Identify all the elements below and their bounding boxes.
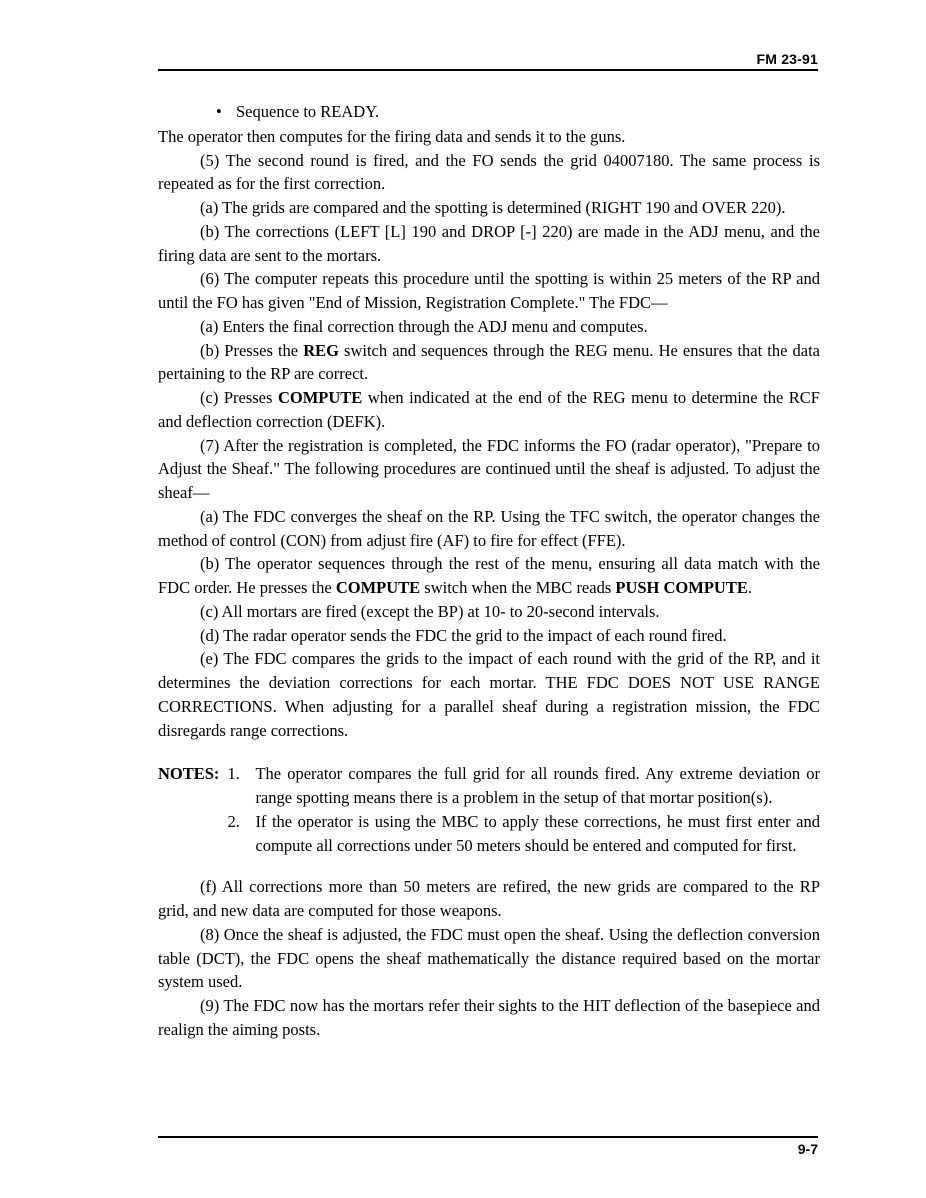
paragraph-5: (5) The second round is fired, and the FO sends the grid 04007180. The same process is repeated as for the first correction. [158, 150, 820, 194]
bullet-dot: • [216, 102, 222, 121]
reg-switch-label: REG [303, 340, 339, 360]
notes-list [227, 762, 820, 857]
paragraph-7f: (f) All corrections more than 50 meters are refired, the new grids are compared to the RP grid, and new data are computed for those weapons. [158, 877, 820, 920]
paragraph-operator-computes: The operator then computes for the firing data and sends it to the guns. [158, 126, 626, 146]
note-item [227, 762, 820, 810]
paragraph-7e: (e) The FDC compares the grids to the impact of each round with the grid of the RP, and it determines the deviation corrections for each mortar. THE FDC DOES NOT USE RANGE CORRECTIONS. When adjusting for a parallel sheaf during a registration mission, the FDC disregards range corrections. [158, 649, 820, 740]
note-number: 2. [227, 811, 240, 831]
paragraph-7d: (d) The radar operator sends the FDC the grid to the impact of each round fired. [200, 625, 727, 645]
bullet-label: Sequence to READY. [236, 102, 380, 121]
bullet-item [158, 100, 820, 124]
note-text: The operator compares the full grid for all rounds fired. Any extreme deviation or range spotting means there is a problem in the setup of that mortar position(s). [255, 764, 820, 807]
compute-switch-label: COMPUTE [277, 388, 363, 407]
paragraph-6c [158, 386, 820, 434]
paragraph-7c: (c) All mortars are fired (except the BP) at 10- to 20-second intervals. [200, 601, 660, 621]
paragraph-6a: (a) Enters the final correction through the ADJ menu and computes. [200, 316, 648, 336]
paragraph-7b-pre: (b) The operator sequences through the rest of the menu, ensuring all data match with the FDC order. He presses the [158, 554, 820, 597]
paragraph-6b [158, 339, 820, 387]
note-number: 1. [227, 764, 240, 784]
paragraph-7b [158, 552, 820, 600]
paragraph-6c-pre: (c) Presses [200, 388, 278, 407]
page-body [158, 100, 820, 1042]
paragraph-7: (7) After the registration is completed, the FDC informs the FO (radar operator), "Prepare to Adjust the Sheaf." The following procedures are continued until the sheaf is adjusted. To adjust the sheaf— [158, 435, 820, 502]
header-rule [158, 69, 818, 71]
note-text: If the operator is using the MBC to apply these corrections, he must first enter and compute all corrections under 50 meters should be entered and computed for first. [255, 811, 820, 855]
page-header [158, 52, 818, 71]
paragraph-9: (9) The FDC now has the mortars refer their sights to the HIT deflection of the basepiece and realign the aiming posts. [158, 996, 820, 1039]
manual-number: FM 23-91 [756, 51, 818, 67]
paragraph-6: (6) The computer repeats this procedure until the spotting is within 25 meters of the RP and until the FO has given "End of Mission, Registration Complete." The FDC— [158, 269, 820, 312]
paragraph-6b-post: switch and sequences through the REG menu. He ensures that the data pertaining to the RP are correct. [158, 340, 820, 384]
paragraph-7a: (a) The FDC converges the sheaf on the RP. Using the TFC switch, the operator changes the method of control (CON) from adjust fire (AF) to fire for effect (FFE). [158, 506, 820, 550]
notes-label: NOTES: [158, 764, 220, 784]
paragraph-7b-mid: switch when the MBC reads [420, 578, 616, 597]
compute-switch-label-2: COMPUTE [335, 578, 421, 597]
paragraph-8: (8) Once the sheaf is adjusted, the FDC must open the sheaf. Using the deflection conversion table (DCT), the FDC opens the sheaf mathematically the distance required based on the mortar system used. [158, 924, 820, 992]
notes-block [158, 762, 820, 857]
paragraph-5a: (a) The grids are compared and the spotting is determined (RIGHT 190 and OVER 220). [200, 198, 786, 217]
page-footer [158, 1136, 818, 1156]
paragraph-7b-post: . [747, 578, 752, 597]
paragraph-6c-post: when indicated at the end of the REG menu to determine the RCF and deflection correction (DEFK). [158, 388, 820, 431]
paragraph-6b-pre: (b) Presses the [200, 340, 304, 360]
note-item [227, 810, 820, 858]
page-number: 9-7 [797, 1141, 818, 1157]
push-compute-label: PUSH COMPUTE [615, 578, 748, 597]
paragraph-5b: (b) The corrections (LEFT [L] 190 and DROP [-] 220) are made in the ADJ menu, and the firing data are sent to the mortars. [158, 221, 820, 265]
section-spacer [158, 857, 820, 875]
